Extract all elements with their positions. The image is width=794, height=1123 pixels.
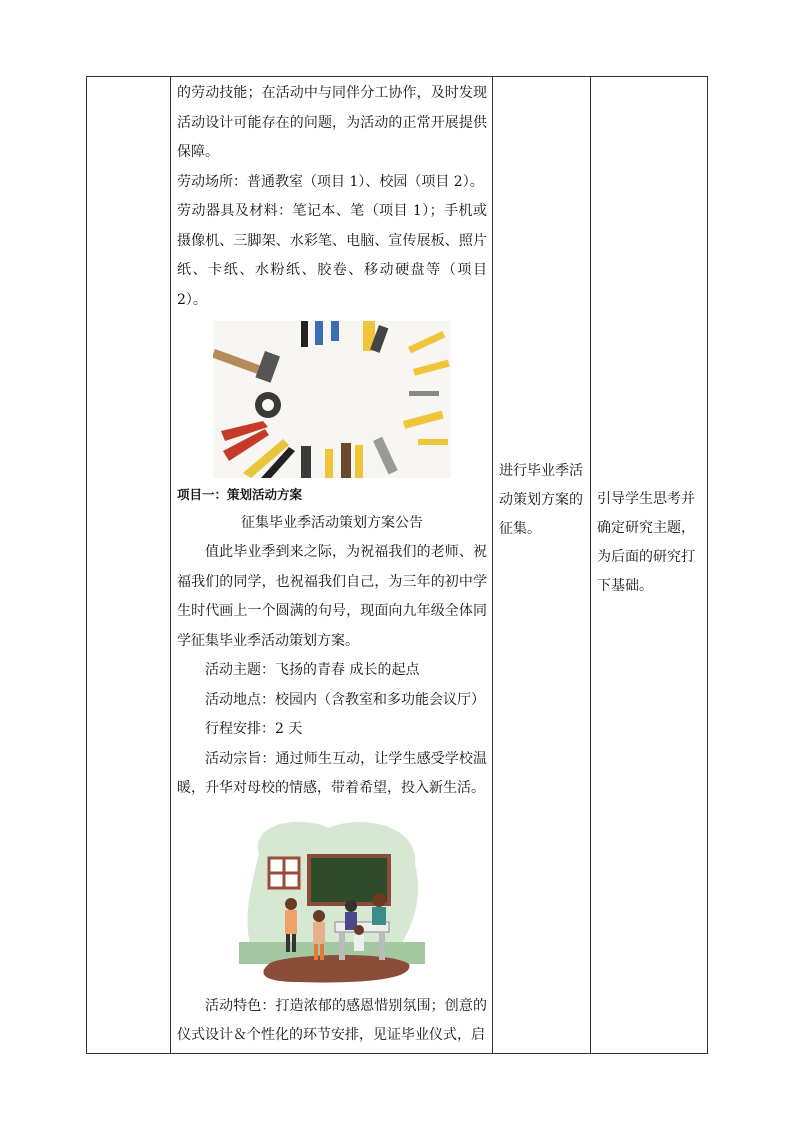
lesson-table [86,76,708,1054]
notice-title: 征集毕业季活动策划方案公告 [241,515,423,531]
activity-features: 活动特色：打造浓郁的感恩惜别氛围；创意的仪式设计＆个性化的环节安排，见证毕业仪式，启 [177,997,487,1043]
venue-text: 劳动场所：普通教室（项目 1）、校园（项目 2）。 [177,173,484,190]
design-intent-cell [591,77,709,1053]
project-heading: 项目一：策划活动方案 [177,487,303,502]
student-activity-cell [493,77,590,1053]
activity-theme: 活动主题：飞扬的青春 成长的起点 [205,662,420,678]
activity-schedule: 行程安排：2 天 [205,721,303,737]
teaching-content-cell [171,77,493,1053]
notice-body: 值此毕业季到来之际，为祝福我们的老师、祝福我们的同学，也祝福我们自己，为三年的初中学生时代画上一个圆满的句号，现面向九年级全体同学征集毕业季活动策划方案。 [177,544,487,649]
activity-location: 活动地点：校园内（含教室和多功能会议厅） [205,691,485,708]
materials-text: 劳动器具及材料：笔记本、笔（项目 1）；手机或摄像机、三脚架、水彩笔、电脑、宣传展板、照片纸、卡纸、水粉纸、胶卷、移动硬盘等（项目 2）。 [177,203,487,308]
student-activity-text: 进行毕业季活动策划方案的征集。 [499,463,583,537]
classroom-illustration [239,814,425,984]
intro-paragraph: 的劳动技能；在活动中与同伴分工协作，及时发现活动设计可能存在的问题，为活动的正常开展提供保障。 [177,85,487,160]
activity-purpose: 活动宗旨：通过师生互动，让学生感受学校温暖，升华对母校的情感，带着希望，投入新生活。 [177,750,487,796]
tools-image [213,321,451,478]
design-intent-text: 引导学生思考并确定研究主题，为后面的研究打下基础。 [597,491,695,594]
empty-first-column [87,77,170,1053]
